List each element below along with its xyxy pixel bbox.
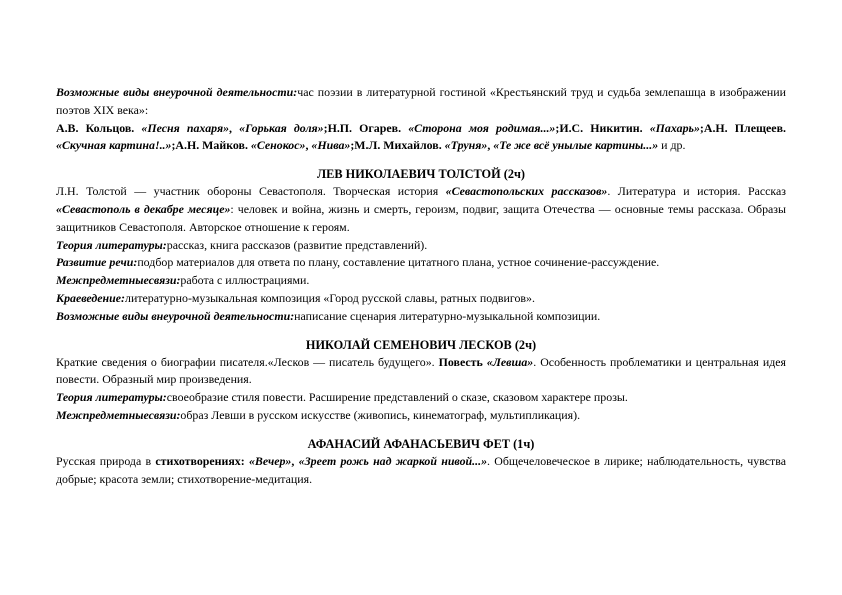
tolstoy-intro-text: Л.Н. Толстой — участник обороны Севастополя. Творческая история (56, 184, 446, 199)
work-title: «Сторона моя родимая...» (408, 120, 556, 135)
work-title: «Песня пахаря» (141, 120, 230, 135)
separator: : (240, 453, 249, 468)
leskov-intro (56, 354, 786, 390)
interdisciplinary-text: образ Левши в русском искусстве (живопись, кинематограф, мультипликация). (180, 407, 581, 422)
poets-list-paragraph (56, 120, 786, 156)
heading-fet: АФАНАСИЙ АФАНАСЬЕВИЧ ФЕТ (1ч) (307, 436, 535, 451)
tolstoy-theory (56, 237, 786, 255)
leskov-work-title: «Левша» (486, 354, 534, 369)
tolstoy-work-title: «Севастопольских рассказов» (445, 184, 608, 199)
leskov-interdisciplinary (56, 407, 786, 425)
tolstoy-intro-text: : человек и война, жизнь и смерть, героизм, подвиг, защита Отечества — основные темы рассказа. Образы защитников Севастополя. Авторское отношение к героям. (56, 201, 786, 234)
theory-label: Теория литературы: (56, 237, 167, 252)
extracurricular-label: Возможные виды внеурочной деятельности: (56, 85, 298, 99)
poet-pleshcheev: ;А.Н. Плещеев. (699, 120, 786, 135)
interdisciplinary-label: Межпредметныесвязи: (56, 407, 181, 422)
extracurricular-label: Возможные виды внеурочной деятельности: (56, 308, 295, 323)
separator: , (305, 138, 312, 153)
fet-work-title: «Вечер» (248, 453, 292, 468)
fet-work-title: «Зреет рожь над жаркой нивой...» (298, 453, 488, 468)
tolstoy-interdisciplinary (56, 272, 786, 290)
work-title: «Труня» (444, 138, 488, 153)
fet-intro (56, 453, 786, 489)
poet-mikhailov: ;М.Л. Михайлов. (350, 138, 445, 153)
poet-koltsov: А.В. Кольцов. (56, 120, 142, 135)
local-history-text: литературно-музыкальная композиция «Город русской славы, ратных подвигов». (125, 290, 535, 305)
tolstoy-intro-text: . Литература и история. Рассказ (607, 184, 786, 199)
heading-leskov: НИКОЛАЙ СЕМЕНОВИЧ ЛЕСКОВ (2ч) (305, 337, 537, 352)
leskov-intro-text: . Особенность проблематики и центральная идея повести. Образный мир произведения. (56, 354, 786, 387)
fet-intro-text: Русская природа в (56, 453, 156, 468)
poet-ogarev: ;Н.П. Огарев. (323, 120, 409, 135)
tolstoy-local-history (56, 290, 786, 308)
separator: , (487, 138, 494, 153)
separator: , (291, 453, 299, 468)
extracurricular-text: час поэзии в литературной гостиной «Крестьянский труд и судьба землепашца в изображении поэтов XIX века»: (56, 85, 787, 117)
theory-label: Теория литературы: (56, 390, 167, 405)
separator: , (229, 120, 240, 135)
heading-tolstoy: ЛЕВ НИКОЛАЕВИЧ ТОЛСТОЙ (2ч) (317, 167, 525, 182)
work-title: «Скучная картина!..» (56, 138, 172, 153)
fet-intro-text: . Общечеловеческое в лирике; наблюдательность, чувства добрые; красота земли; стихотворение-медитация. (56, 453, 786, 486)
work-title: «Нива» (311, 138, 351, 153)
document-page (56, 84, 786, 488)
poet-maikov: ;А.Н. Майков. (171, 138, 251, 153)
extracurricular-paragraph (56, 84, 786, 120)
leskov-genre: Повесть (438, 354, 487, 369)
interdisciplinary-label: Межпредметныесвязи: (56, 273, 181, 288)
tolstoy-extracurricular (56, 308, 786, 326)
extracurricular-text: написание сценария литературно-музыкальной композиции. (294, 308, 601, 323)
work-title: «Сенокос» (250, 138, 306, 153)
theory-text: рассказ, книга рассказов (развитие представлений). (166, 237, 428, 252)
leskov-theory (56, 389, 786, 407)
interdisciplinary-text: работа с иллюстрациями. (180, 273, 310, 288)
work-title: «Пахарь» (649, 120, 700, 135)
poet-nikitin: ;И.С. Никитин. (555, 120, 650, 135)
list-end: и др. (658, 138, 686, 153)
tolstoy-speech (56, 254, 786, 272)
leskov-intro-text: Краткие сведения о биографии писателя.«Лесков — писатель будущего». (56, 354, 439, 369)
tolstoy-work-title: «Севастополь в декабре месяце» (56, 201, 231, 216)
local-history-label: Краеведение: (56, 290, 126, 305)
theory-text: своеобразие стиля повести. Расширение представлений о сказе, сказовом характере прозы. (166, 390, 628, 405)
fet-genre: стихотворениях (155, 453, 241, 468)
speech-text: подбор материалов для ответа по плану, составление цитатного плана, устное сочинение-рассуждение. (137, 255, 660, 270)
work-title: «Те же всё унылые картины...» (493, 138, 659, 153)
tolstoy-intro (56, 183, 786, 236)
speech-label: Развитие речи: (56, 255, 138, 270)
work-title: «Горькая доля» (239, 120, 324, 135)
